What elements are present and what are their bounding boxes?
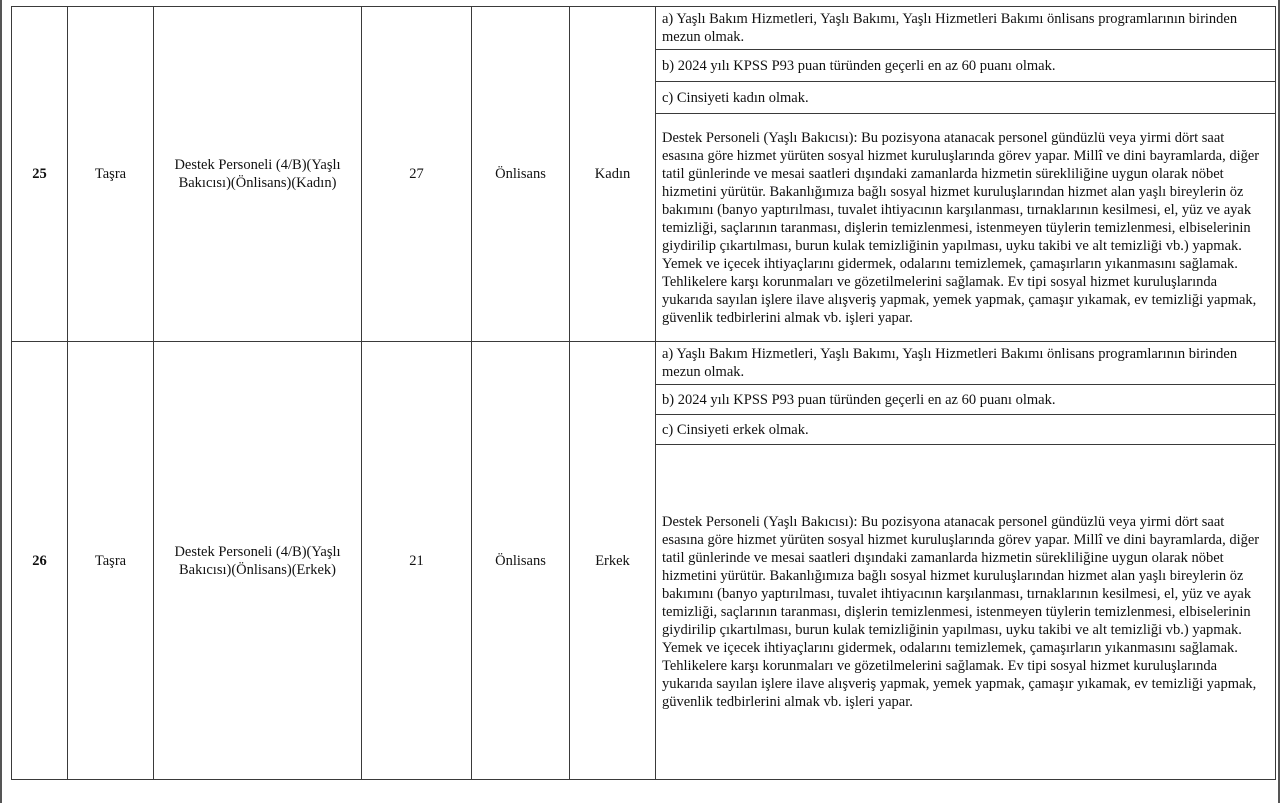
requirement-b: b) 2024 yılı KPSS P93 puan türünden geçerli en az 60 puanı olmak. — [656, 385, 1276, 415]
position-title-cell: Destek Personeli (4/B)(Yaşlı Bakıcısı)(Önlisans)(Kadın) — [154, 7, 362, 342]
job-description: Destek Personeli (Yaşlı Bakıcısı): Bu pozisyona atanacak personel gündüzlü veya yirmi dört saat esasına göre hizmet yürüten sosyal hizmet kuruluşlarında görev yapar. Millî ve dini bayramlarda, diğer tatil günlerinde ve mesai saatleri dışındaki zamanlarda hizmetin sürekliliğine uygun olarak nöbet hizmetini yürütür. Bakanlığımıza bağlı sosyal hizmet kuruluşlarından hizmet alan yaşlı bireylerin öz bakımını (banyo yaptırılması, tuvalet ihtiyacının karşılanması, tırnaklarının kesilmesi, el, yüz ve ayak temizliği, saçlarının taranması, dişlerin temizlenmesi, istenmeyen tüylerin temizlenmesi, elbiselerinin giydirilip çıkartılması, burun kulak temizliğinin yapılması, uyku takibi ve alt temizliği vb.) yapmak. Yemek ve içecek ihtiyaçlarını gidermek, odalarını temizlemek, çamaşırların yıkanmasını sağlamak. Tehlikelere karşı korunmaları ve gözetilmelerini sağlamak. Ev tipi sosyal hizmet kuruluşlarında yukarıda sayılan işlere ilave alışveriş yapmak, yemek yapmak, çamaşır yıkamak, ev temizliği yapmak, güvenlik tedbirlerini almak vb. işleri yapar. — [656, 445, 1276, 780]
education-cell: Önlisans — [472, 342, 570, 780]
page-bottom-margin — [2, 795, 1278, 803]
requirement-c: c) Cinsiyeti kadın olmak. — [656, 82, 1276, 114]
requirement-a: a) Yaşlı Bakım Hizmetleri, Yaşlı Bakımı, Yaşlı Hizmetleri Bakımı önlisans programlarının birinden mezun olmak. — [656, 7, 1276, 50]
table-row — [12, 7, 1276, 50]
quota-cell: 27 — [362, 7, 472, 342]
location-cell: Taşra — [68, 7, 154, 342]
quota-cell: 21 — [362, 342, 472, 780]
requirement-b: b) 2024 yılı KPSS P93 puan türünden geçerli en az 60 puanı olmak. — [656, 50, 1276, 82]
job-positions-table — [11, 6, 1276, 780]
gender-cell: Kadın — [570, 7, 656, 342]
education-cell: Önlisans — [472, 7, 570, 342]
requirement-c: c) Cinsiyeti erkek olmak. — [656, 415, 1276, 445]
row-number: 26 — [12, 342, 68, 780]
requirement-a: a) Yaşlı Bakım Hizmetleri, Yaşlı Bakımı, Yaşlı Hizmetleri Bakımı önlisans programlarının birinden mezun olmak. — [656, 342, 1276, 385]
position-title-cell: Destek Personeli (4/B)(Yaşlı Bakıcısı)(Önlisans)(Erkek) — [154, 342, 362, 780]
job-description: Destek Personeli (Yaşlı Bakıcısı): Bu pozisyona atanacak personel gündüzlü veya yirmi dört saat esasına göre hizmet yürüten sosyal hizmet kuruluşlarında görev yapar. Millî ve dini bayramlarda, diğer tatil günlerinde ve mesai saatleri dışındaki zamanlarda hizmetin sürekliliğine uygun olarak nöbet hizmetini yürütür. Bakanlığımıza bağlı sosyal hizmet kuruluşlarından hizmet alan yaşlı bireylerin öz bakımını (banyo yaptırılması, tuvalet ihtiyacının karşılanması, tırnaklarının kesilmesi, el, yüz ve ayak temizliği, saçlarının taranması, dişlerin temizlenmesi, istenmeyen tüylerin temizlenmesi, elbiselerinin giydirilip çıkartılması, burun kulak temizliğinin yapılması, uyku takibi ve alt temizliği vb.) yapmak. Yemek ve içecek ihtiyaçlarını gidermek, odalarını temizlemek, çamaşırların yıkanmasını sağlamak. Tehlikelere karşı korunmaları ve gözetilmelerini sağlamak. Ev tipi sosyal hizmet kuruluşlarında yukarıda sayılan işlere ilave alışveriş yapmak, yemek yapmak, çamaşır yıkamak, ev temizliği yapmak, güvenlik tedbirlerini almak vb. işleri yapar. — [656, 114, 1276, 342]
table-row — [12, 342, 1276, 385]
location-cell: Taşra — [68, 342, 154, 780]
row-number: 25 — [12, 7, 68, 342]
gender-cell: Erkek — [570, 342, 656, 780]
